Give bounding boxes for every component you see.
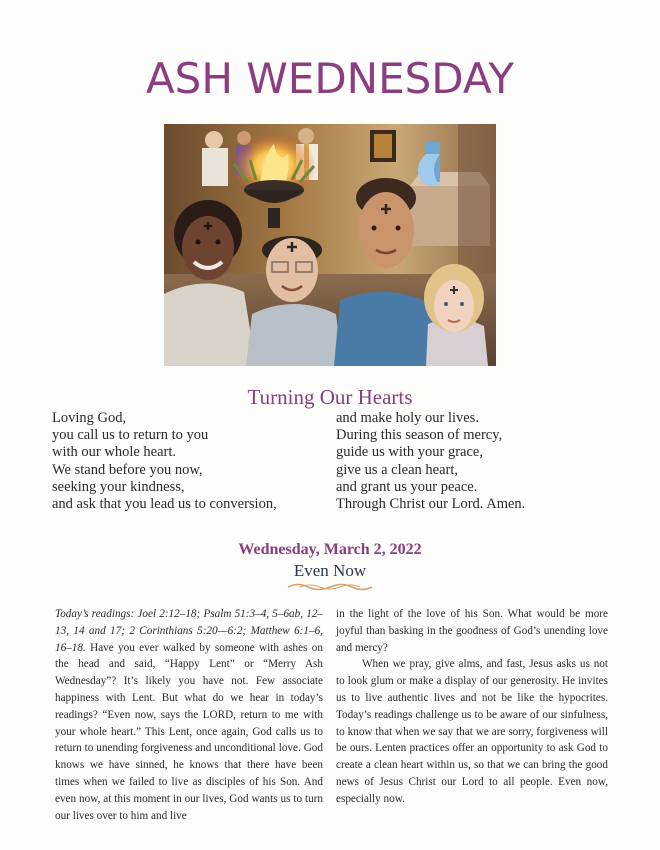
prayer-line: give us a clean heart, (336, 461, 458, 478)
prayer-line: During this season of mercy, (336, 427, 503, 444)
prayer-heading: Turning Our Hearts (247, 385, 413, 409)
ash-wednesday-painting (164, 124, 496, 366)
ornament-divider (286, 582, 374, 592)
prayer-line: you call us to return to you (52, 427, 209, 444)
prayer-right-column (336, 410, 596, 513)
reflection-paragraph: in the light of the love of his Son. What would be more joyful than basking in the goodness of God’s unending love and mercy? (336, 608, 608, 654)
prayer-line: with our whole heart. (52, 444, 177, 461)
reflection-paragraph: When we pray, give alms, and fast, Jesus asks us not to look glum or make a display of our generosity. He invites us to live authentic lives and not be like the hypocrites. Today’s readings challenge us to be aware of our sinfulness, to know that when we say that we are sorry, forgiveness will be ours. Lenten practices offer an opportunity to ask God to create a clean heart within us, so that we can bring the good news of Jesus Christ our Lord to all people. Even now, especially now. (336, 658, 608, 805)
prayer-left-column (52, 410, 312, 513)
page-title: ASH WEDNESDAY (145, 54, 515, 103)
prayer-line: Through Christ our Lord. Amen. (336, 496, 526, 513)
prayer-line: We stand before you now, (52, 461, 203, 478)
date-heading: Wednesday, March 2, 2022 (238, 541, 422, 558)
prayer-line: and ask that you lead us to conversion, (52, 496, 277, 513)
reflection-text: Have you ever walked by someone with ashes on the head and said, “Happy Lent” or “Merry Ash Wednesday”? It’s likely you have not. Few associate happiness with Lent. But what do we hear in today’s readings? “Even now, says the LORD, return to me with your whole heart.” This Lent, once again, God calls us to return to unending forgiveness and unconditional love. God knows we have sinned, he knows that there have been times when we failed to live as disciples of his Son. And even now, at this moment in our lives, God wants us to turn our lives over to him and live (55, 641, 323, 822)
reflection-paragraph (55, 606, 323, 824)
reflection-left-column (55, 606, 323, 824)
prayer-line: Loving God, (52, 410, 127, 426)
prayer-line: and grant us your peace. (336, 478, 478, 495)
readings-citations: Joel 2:12–18; Psalm 51:3–4, 5–6ab, 12–13, 14 and 17; 2 Corinthians 5:20—6:2; Matthew 6:1–6, 16–18. (55, 608, 324, 654)
prayer-line: and make holy our lives. (336, 410, 479, 426)
reflection-title: Even Now (293, 561, 367, 580)
prayer-line: guide us with your grace, (336, 444, 483, 461)
prayer-line: seeking your kindness, (52, 478, 185, 495)
reflection-right-column (336, 606, 608, 808)
readings-label: Today’s readings: (55, 608, 135, 620)
